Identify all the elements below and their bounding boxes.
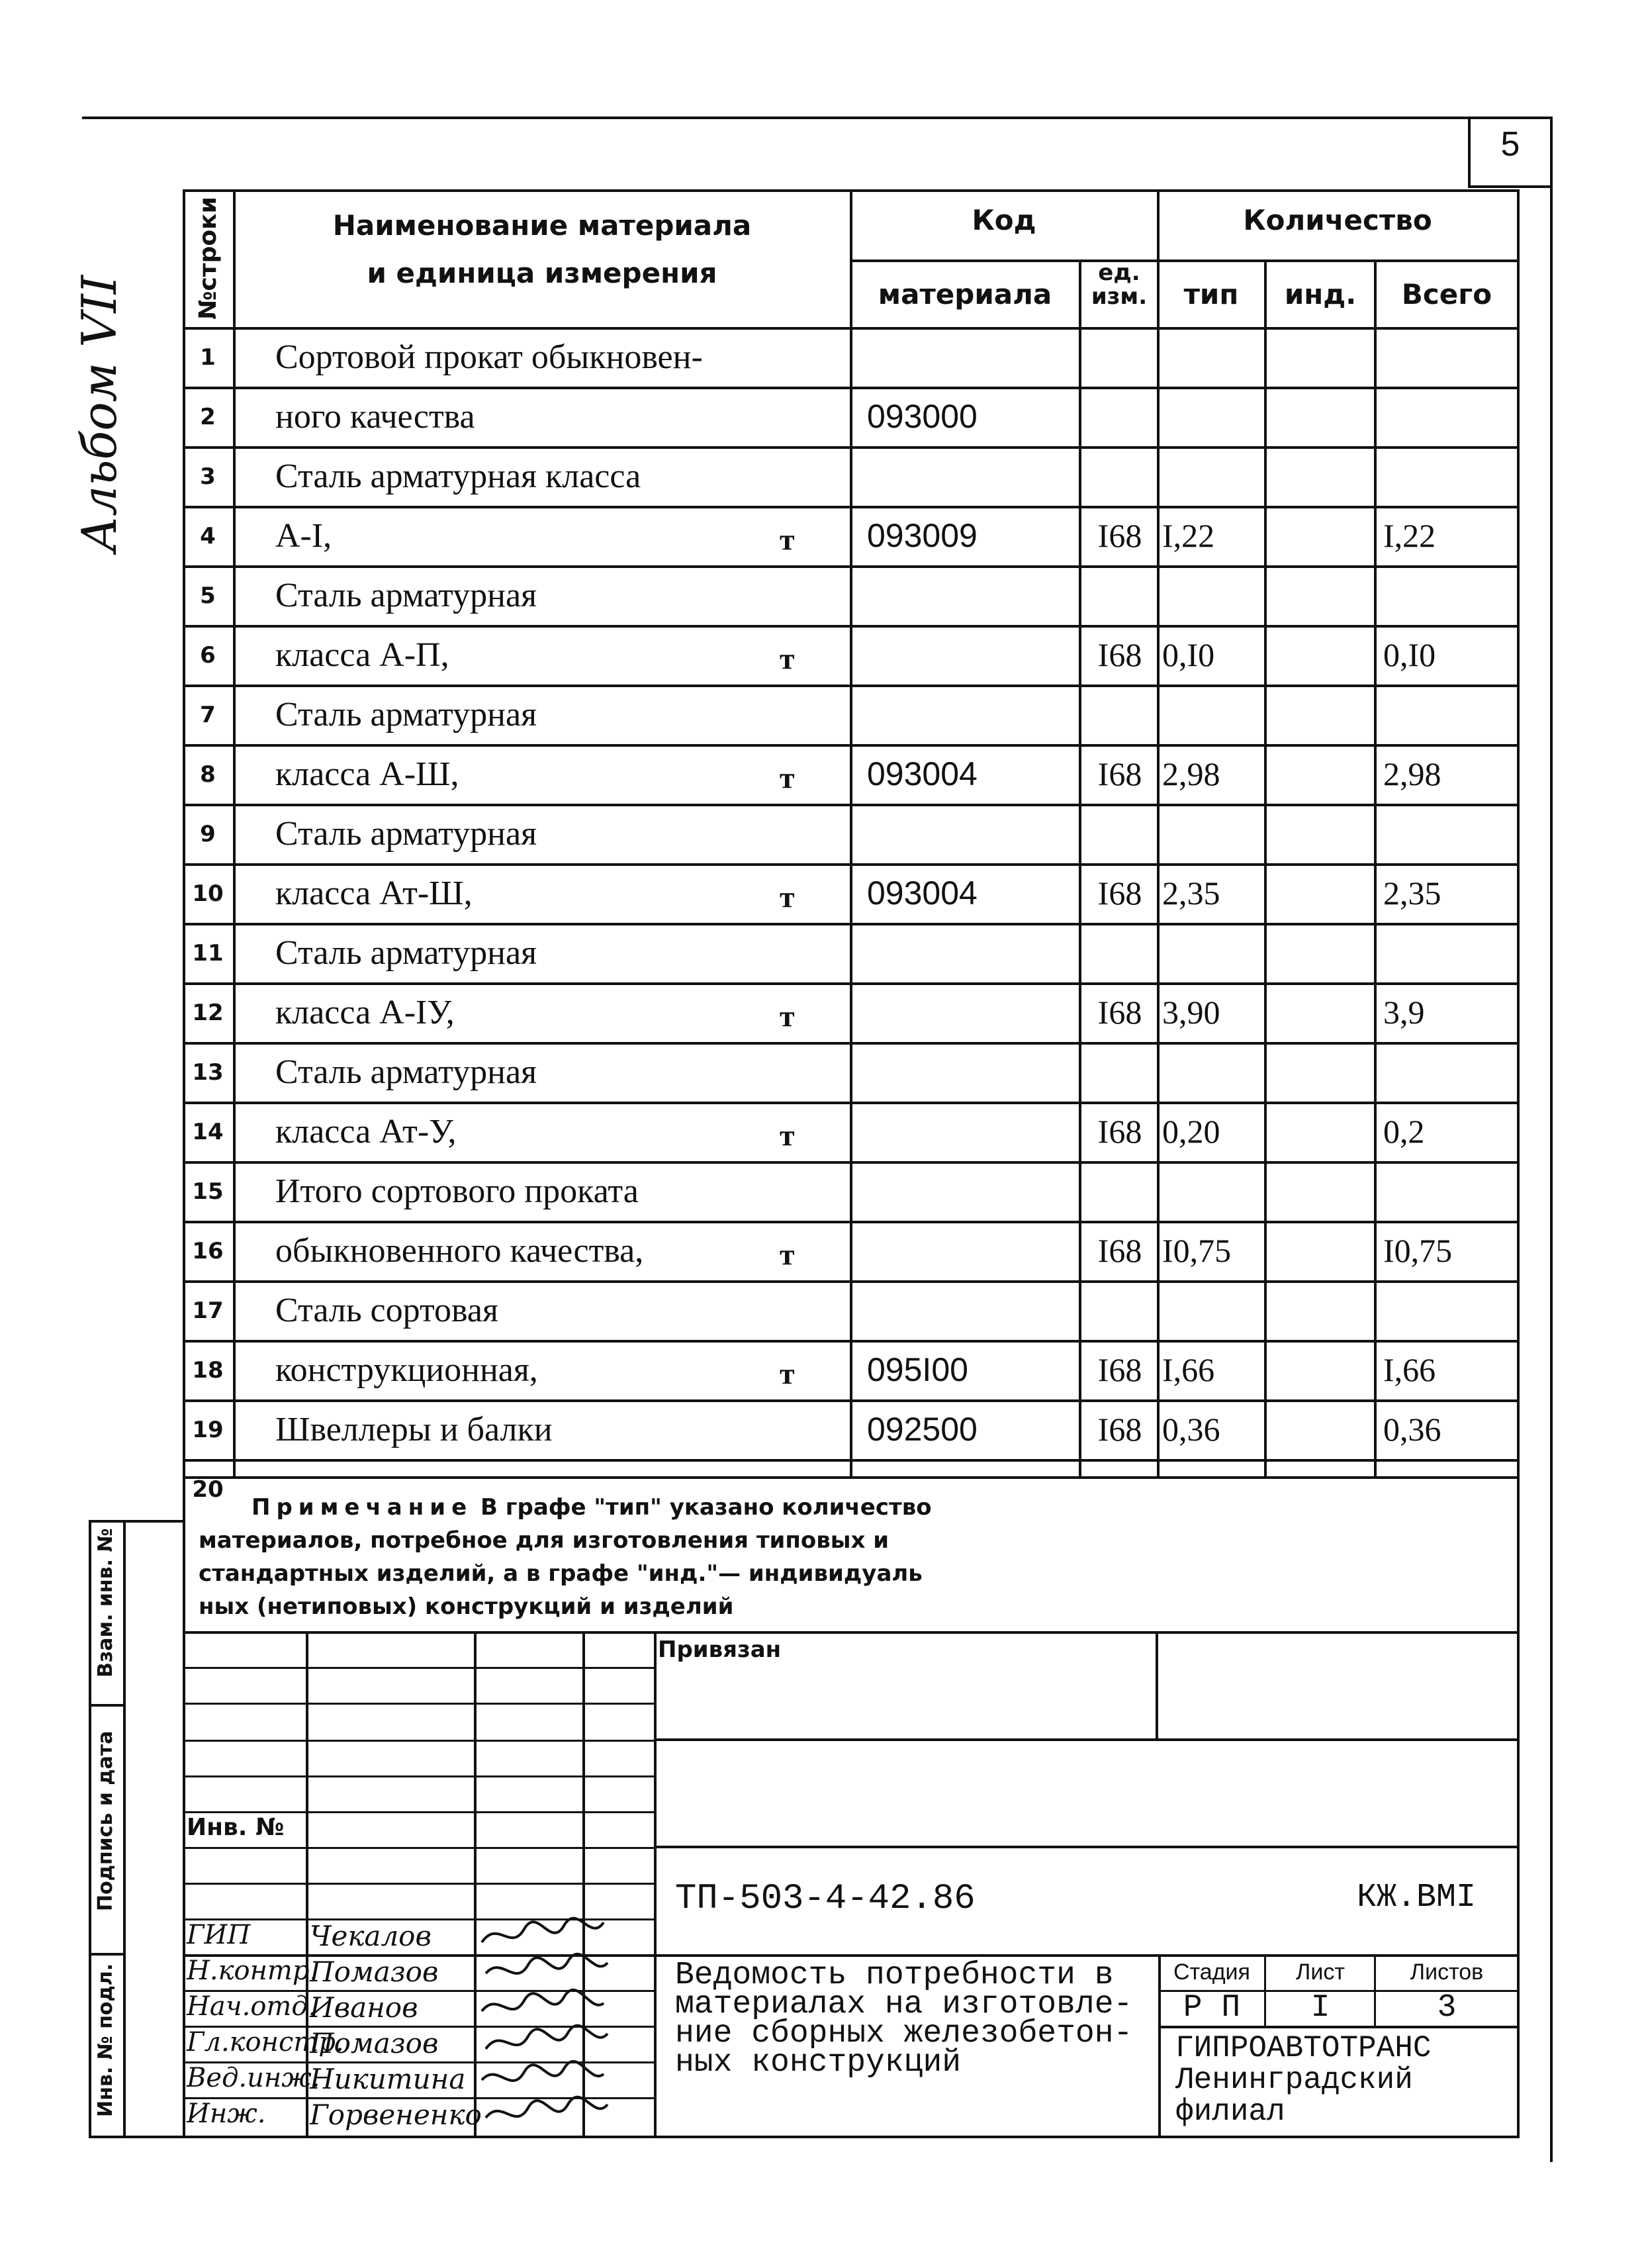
material-code: 093004	[867, 874, 978, 912]
quantity-total: 2,98	[1383, 755, 1441, 792]
unit-of-measure: т	[780, 880, 795, 914]
sheet-value: I	[1310, 1990, 1330, 2026]
row-separator	[183, 744, 1520, 747]
sheets-label: Листов	[1410, 1960, 1484, 1985]
signature-icon	[482, 1952, 614, 1991]
note-line3: стандартных изделий, а в графе "инд."— индивидуаль	[199, 1560, 923, 1587]
row-separator	[183, 923, 1520, 925]
unit-code: I68	[1097, 755, 1142, 792]
signature-icon	[478, 1987, 610, 2027]
stage-label: Стадия	[1173, 1960, 1250, 1985]
row-number: 4	[200, 523, 216, 549]
total-header: Всего	[1401, 278, 1492, 310]
row-number: 13	[192, 1059, 224, 1086]
stage-value: Р П	[1183, 1990, 1241, 2026]
row-separator	[183, 506, 1520, 508]
unit-code: I68	[1097, 636, 1142, 673]
doc-title-line: ние сборных железобетон-	[675, 2016, 1133, 2052]
material-name: Сталь арматурная	[275, 577, 537, 614]
material-name: Сталь арматурная класса	[275, 457, 641, 495]
unit-code: I68	[1097, 517, 1142, 554]
rownum-col-line	[233, 189, 236, 1478]
material-name: класса А-П,	[275, 636, 449, 674]
material-code: 095I00	[867, 1351, 968, 1388]
type-col-line	[1264, 260, 1267, 1478]
material-name: Сталь сортовая	[275, 1292, 498, 1329]
code-row-top	[654, 1846, 1520, 1848]
signer-name: Чекалов	[310, 1920, 432, 1952]
signer-name: Иванов	[310, 1991, 418, 2024]
unit-code: I68	[1097, 1113, 1142, 1150]
signature-icon	[482, 2095, 614, 2134]
side-strip-top	[89, 1520, 183, 1523]
material-name: обыкновенного качества,	[275, 1232, 644, 1270]
stamp-row-line	[183, 1883, 654, 1885]
material-code: 093009	[867, 517, 978, 554]
quantity-total: I,66	[1383, 1351, 1436, 1388]
quantity-type: 0,36	[1162, 1411, 1220, 1448]
note-block	[199, 1491, 932, 1623]
material-name: класса А-Ш,	[275, 755, 459, 793]
quantity-type: 0,I0	[1162, 636, 1215, 673]
material-name: А-I,	[275, 517, 332, 555]
note-line4: ных (нетиповых) конструкций и изделий	[199, 1593, 734, 1620]
row-separator	[183, 1459, 1520, 1462]
org-line: филиал	[1175, 2095, 1285, 2129]
row-number: 5	[200, 583, 216, 609]
row-number: 18	[192, 1357, 224, 1384]
row-number: 7	[200, 702, 216, 728]
row-number: 8	[200, 761, 216, 788]
material-code: 092500	[867, 1411, 978, 1448]
name-header-line1: Наименование материала	[332, 209, 752, 242]
unit-code: I68	[1097, 1351, 1142, 1388]
unit-header: ед. изм.	[1091, 260, 1148, 310]
stage-values-bottom	[1158, 2026, 1520, 2028]
row-number: 12	[192, 1000, 224, 1026]
row-number: 16	[192, 1238, 224, 1264]
unit-code: I68	[1097, 874, 1142, 912]
note-title: Примечание	[251, 1494, 473, 1521]
row-separator	[183, 685, 1520, 687]
material-name: Сталь арматурная	[275, 696, 537, 733]
signer-role: Инж.	[187, 2099, 266, 2129]
stage-col-line	[1264, 1954, 1266, 2026]
signature-icon	[478, 2059, 610, 2099]
signature-icon	[478, 1916, 610, 1956]
quantity-total: I0,75	[1383, 1232, 1453, 1269]
side-strip-divider	[89, 1953, 123, 1956]
row-separator	[183, 327, 1520, 330]
page-number: 5	[1500, 125, 1520, 164]
quantity-type: I,66	[1162, 1351, 1215, 1388]
doc-title	[675, 1958, 1133, 2081]
unit-code: I68	[1097, 994, 1142, 1031]
row-separator	[183, 1399, 1520, 1402]
row-separator	[183, 625, 1520, 628]
row-separator	[183, 1102, 1520, 1104]
header-sub-line	[850, 260, 1520, 262]
side-label-podpis: Подпись и дата	[94, 1730, 117, 1911]
unit-of-measure: т	[780, 1356, 795, 1390]
side-strip-bottom	[89, 2136, 183, 2138]
material-name: класса Ат-Ш,	[275, 874, 473, 912]
material-name: Сталь арматурная	[275, 934, 537, 972]
stamp-row-line	[183, 1775, 654, 1777]
unit-col-line	[1157, 189, 1160, 1478]
row-number-header: №строки	[195, 197, 222, 320]
row-separator	[183, 446, 1520, 449]
quantity-type: 2,98	[1162, 755, 1220, 792]
row-separator	[183, 863, 1520, 866]
signer-name: Горвененко	[310, 2099, 482, 2131]
code-col-line	[1079, 260, 1081, 1478]
row-number: 3	[200, 463, 216, 490]
top-rule	[82, 117, 1551, 119]
quantity-total: 0,36	[1383, 1411, 1441, 1448]
row-number: 14	[192, 1119, 224, 1145]
row-separator	[183, 1340, 1520, 1343]
stamp-row-line	[183, 1740, 654, 1742]
signer-role: Н.контр.	[187, 1956, 318, 1986]
row-number: 1	[200, 344, 216, 371]
row-number: 17	[192, 1298, 224, 1324]
row-separator	[183, 1221, 1520, 1223]
material-name: класса Ат-У,	[275, 1113, 457, 1151]
quantity-total: 0,I0	[1383, 636, 1436, 673]
quantity-total: 2,35	[1383, 874, 1441, 912]
sheet-col-line	[1374, 1954, 1376, 2026]
row-separator	[183, 1042, 1520, 1045]
quantity-type: 3,90	[1162, 994, 1220, 1031]
row-separator	[183, 982, 1520, 985]
signer-role: ГИП	[187, 1920, 251, 1950]
name-col-line	[850, 189, 852, 1478]
row-number: 9	[200, 821, 216, 847]
stamp-col-4	[654, 1631, 657, 2136]
inv-no-label: Инв. №	[187, 1814, 285, 1841]
material-name: конструкционная,	[275, 1351, 538, 1389]
album-label: Альбом VII	[71, 275, 127, 553]
row-separator	[183, 1476, 1520, 1479]
signer-name: Помазов	[310, 2027, 439, 2059]
row-number: 2	[200, 404, 216, 430]
material-name: Сталь арматурная	[275, 815, 537, 853]
stamp-bottom-line	[183, 2136, 1520, 2138]
privyazan-bottom	[654, 1738, 1520, 1741]
side-strip-divider	[89, 1704, 123, 1707]
signer-role: Нач.отд.	[187, 1991, 317, 2022]
material-code: 093000	[867, 398, 978, 435]
signer-name: Никитина	[310, 2063, 466, 2095]
table-top-line	[183, 189, 1520, 192]
doc-title-line: материалах на изготовле-	[675, 1987, 1133, 2022]
row-number: 10	[192, 880, 224, 907]
unit-of-measure: т	[780, 641, 795, 675]
side-strip-right	[123, 1520, 126, 2136]
quantity-type: I,22	[1162, 517, 1215, 554]
side-label-inv-podl: Инв. № подл.	[94, 1963, 117, 2117]
page-number-box-bottom	[1468, 185, 1551, 188]
ind-col-line	[1374, 260, 1377, 1478]
row-number: 11	[192, 940, 224, 967]
doc-mark: КЖ.ВМI	[1357, 1879, 1477, 1916]
material-name: Сортовой прокат обыкновен-	[275, 338, 703, 376]
unit-of-measure: т	[780, 999, 795, 1033]
note-line1: В графе "тип" указано количество	[480, 1494, 932, 1521]
right-border	[1550, 117, 1553, 2162]
doc-code: ТП-503-4-42.86	[675, 1879, 976, 1919]
code-header: Код	[972, 204, 1036, 236]
quantity-total: 0,2	[1383, 1113, 1425, 1150]
signature-icon	[482, 2023, 614, 2063]
material-name: класса А-IУ,	[275, 994, 455, 1031]
unit-of-measure: т	[780, 1237, 795, 1271]
material-code: 093004	[867, 755, 978, 792]
row-separator	[183, 804, 1520, 806]
quantity-type: I0,75	[1162, 1232, 1232, 1269]
signer-role: Гл.констр.	[187, 2027, 344, 2057]
sheet-label: Лист	[1296, 1960, 1345, 1985]
privyazan-divider	[1156, 1631, 1158, 1738]
material-name: Сталь арматурная	[275, 1053, 537, 1091]
stamp-top-line	[183, 1631, 1520, 1634]
type-header: тип	[1183, 278, 1239, 310]
org-line: ГИПРОАВТОТРАНС	[1175, 2031, 1432, 2065]
unit-code: I68	[1097, 1411, 1142, 1448]
quantity-total: I,22	[1383, 517, 1436, 554]
doc-title-line: ных конструкций	[675, 2045, 962, 2081]
quantity-type: 2,35	[1162, 874, 1220, 912]
quantity-total: 3,9	[1383, 994, 1425, 1031]
org-line: Ленинградский	[1175, 2063, 1413, 2097]
side-label-vzam: Взам. инв. №	[94, 1528, 117, 1677]
quantity-type: 0,20	[1162, 1113, 1220, 1150]
name-header-line2: и единица измерения	[367, 257, 717, 289]
quantity-header: Количество	[1243, 204, 1432, 236]
row-separator	[183, 1161, 1520, 1164]
row-number: 20	[192, 1476, 224, 1503]
signer-name: Помазов	[310, 1956, 439, 1988]
signer-role: Вед.инж.	[187, 2063, 320, 2093]
note-line2: материалов, потребное для изготовления типовых и	[199, 1527, 889, 1554]
row-number: 6	[200, 642, 216, 669]
stamp-row-line	[183, 1847, 654, 1849]
doc-title-line: Ведомость потребности в	[675, 1958, 1114, 1993]
row-number: 15	[192, 1178, 224, 1205]
unit-of-measure: т	[780, 761, 795, 794]
sheets-value: 3	[1437, 1990, 1457, 2026]
material-name: Итого сортового проката	[275, 1172, 639, 1210]
material-name: ного качества	[275, 398, 475, 436]
unit-of-measure: т	[780, 522, 795, 556]
organization	[1175, 2032, 1431, 2128]
unit-code: I68	[1097, 1232, 1142, 1269]
row-separator	[183, 565, 1520, 568]
row-number: 19	[192, 1417, 224, 1443]
ind-header: инд.	[1284, 278, 1357, 310]
material-code-header: материала	[878, 278, 1052, 310]
row-separator	[183, 387, 1520, 389]
row-separator	[183, 1280, 1520, 1283]
privyazan-label: Привязан	[658, 1636, 782, 1663]
stamp-row-line	[183, 1811, 654, 1813]
material-name: Швеллеры и балки	[275, 1411, 553, 1448]
stamp-row-line	[183, 1667, 654, 1669]
unit-of-measure: т	[780, 1118, 795, 1152]
stamp-row-line	[183, 1703, 654, 1705]
